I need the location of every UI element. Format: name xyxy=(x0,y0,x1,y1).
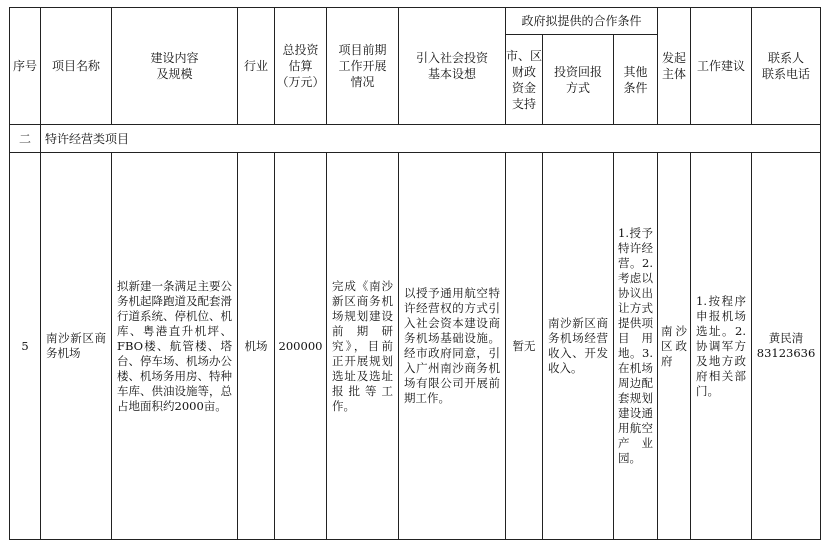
header-other: 其他 条件 xyxy=(614,35,658,125)
header-industry: 行业 xyxy=(238,8,275,125)
contact-name: 黄民清 xyxy=(768,331,804,345)
row-sponsor: 南沙区政府 xyxy=(658,153,691,540)
header-advice: 工作建议 xyxy=(691,8,752,125)
section-number: 二 xyxy=(10,125,41,153)
header-gov-conditions: 政府拟提供的合作条件 xyxy=(506,8,658,35)
row-return: 南沙新区商务机场经营收入、开发收入。 xyxy=(543,153,614,540)
row-content: 拟新建一条满足主要公务机起降跑道及配套滑行道系统、停机位、机库、粤港直升机坪、FBO楼、航管楼、塔台、停车场、机场办公楼、机场务用房、特种车库、供油设施等，总占地面积约2000亩。 xyxy=(112,153,238,540)
section-title: 特许经营类项目 xyxy=(41,125,821,153)
investment-project-table xyxy=(9,7,821,540)
header-seq: 序号 xyxy=(10,8,41,125)
row-industry: 机场 xyxy=(238,153,275,540)
header-social-investment: 引入社会投资 基本设想 xyxy=(399,8,506,125)
section-row xyxy=(10,125,821,153)
row-social-investment: 以授予通用航空特许经营权的方式引入社会资本建设商务机场基础设施。经市政府同意，引入广州南沙商务机场有限公司开展前期工作。 xyxy=(399,153,506,540)
row-funding: 暂无 xyxy=(506,153,543,540)
row-seq: 5 xyxy=(10,153,41,540)
row-advice: 1.按程序申报机场选址。2.协调军方及地方政府相关部门。 xyxy=(691,153,752,540)
header-project-name: 项目名称 xyxy=(41,8,112,125)
header-return: 投资回报 方式 xyxy=(543,35,614,125)
row-other-conditions: 1.授予特许经营。2.考虑以协议出让方式提供项目用地。3.在机场周边配套规划建设通用航空产业园。 xyxy=(614,153,658,540)
header-prework: 项目前期 工作开展 情况 xyxy=(327,8,399,125)
header-content: 建设内容 及规模 xyxy=(112,8,238,125)
header-contact: 联系人 联系电话 xyxy=(752,8,821,125)
row-prework: 完成《南沙新区商务机场规划建设前期研究》，目前正开展规划选址及选址报批等工作。 xyxy=(327,153,399,540)
table-row xyxy=(10,153,821,540)
row-project-name: 南沙新区商务机场 xyxy=(41,153,112,540)
row-investment: 200000 xyxy=(275,153,327,540)
row-contact xyxy=(752,153,821,540)
header-sponsor: 发起 主体 xyxy=(658,8,691,125)
header-funding: 市、区 财政 资金 支持 xyxy=(506,35,543,125)
header-investment: 总投资 估算 （万元） xyxy=(275,8,327,125)
contact-phone: 83123636 xyxy=(756,346,816,360)
